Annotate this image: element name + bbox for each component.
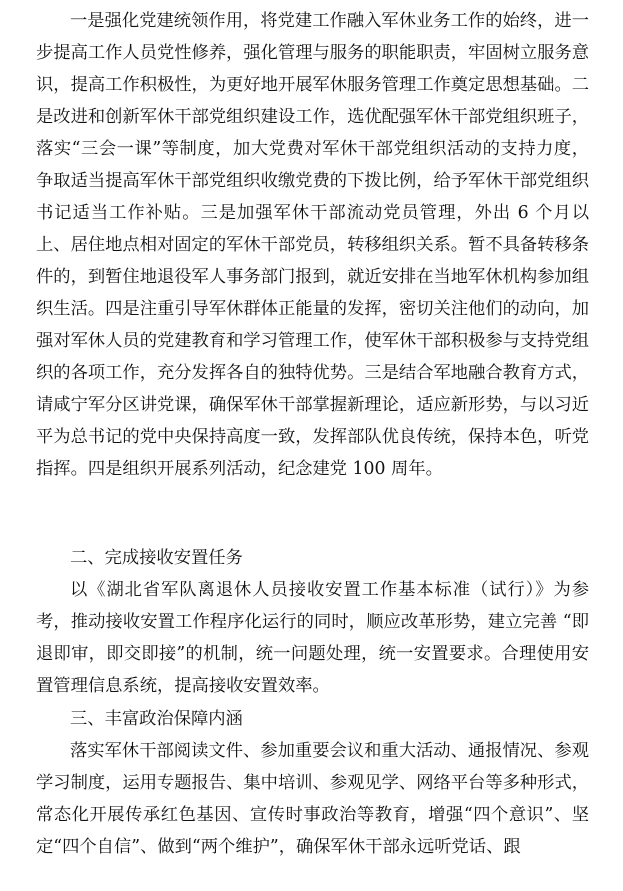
paragraph-reception-placement: 以《湖北省军队离退休人员接收安置工作基本标准（试行）》为参考，推动接收安置工作程序化运行的同时，顺应改革形势，建立完善 “即退即审，即交即接”的机制，统一问题处理，统一安置要求。合理使用安置管理信息系统，提高接收安置效率。	[36, 580, 589, 696]
section-heading-political-guarantee: 三、丰富政治保障内涵	[70, 709, 243, 729]
paragraph-political-guarantee: 落实军休干部阅读文件、参加重要会议和重大活动、通报情况、参观学习制度，运用专题报告、集中培训、参观见学、网络平台等多种形式，常态化开展传承红色基因、宣传时事政治等教育，增强“四个意识”、坚定“四个自信”、做到“两个维护”，确保军休干部永远听党话、跟	[36, 741, 589, 857]
section-heading-reception-placement: 二、完成接收安置任务	[70, 548, 243, 568]
paragraph-party-building: 一是强化党建统领作用，将党建工作融入军休业务工作的始终，进一步提高工作人员党性修养，强化管理与服务的职能职责，牢固树立服务意识，提高工作积极性，为更好地开展军休服务管理工作奠定思想基础。二是改进和创新军休干部党组织建设工作，选优配强军休干部党组织班子，落实“三会一课”等制度，加大党费对军休干部党组织活动的支持力度，争取适当提高军休干部党组织收缴党费的下拨比例，给予军休干部党组织书记适当工作补贴。三是加强军休干部流动党员管理，外出 6 个月以上、居住地点相对固定的军休干部党员，转移组织关系。暂不具备转移条件的，到暂住地退役军人事务部门报到，就近安排在当地军休机构参加组织生活。四是注重引导军休群体正能量的发挥，密切关注他们的动向，加强对军休人员的党建教育和学习管理工作，使军休干部积极参与支持党组织的各项工作，充分发挥各自的独特优势。三是结合军地融合教育方式，请咸宁军分区讲党课，确保军休干部掌握新理论，适应新形势，与以习近平为总书记的党中央保持高度一致，发挥部队优良传统，保持本色，听党指挥。四是组织开展系列活动，纪念建党 100 周年。	[36, 11, 589, 479]
